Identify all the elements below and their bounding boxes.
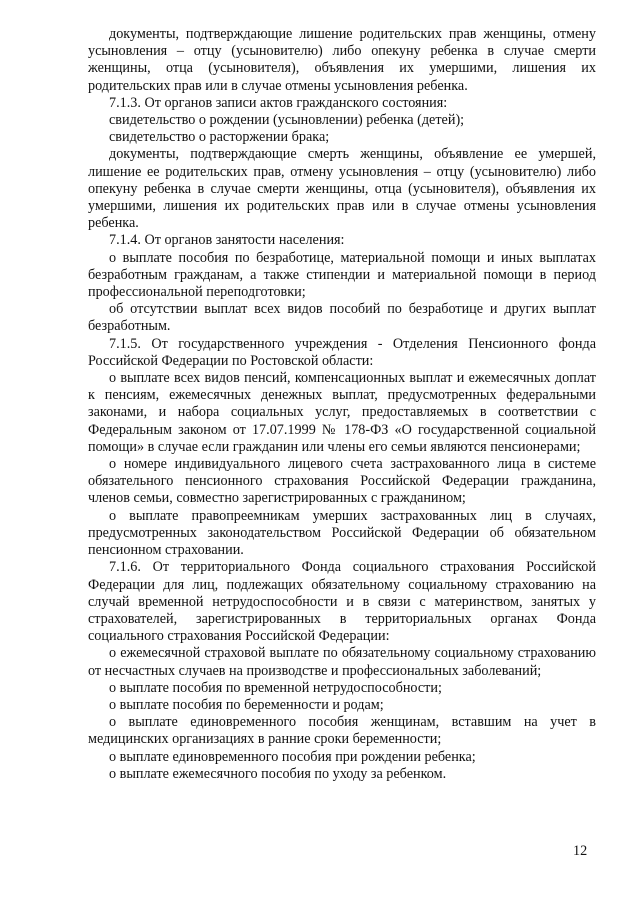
paragraph-documents-death: документы, подтверждающие смерть женщины, объявление ее умершей, лишение ее родительских прав, отмену усыновления – отцу (усыновителю) либо опекуну ребенка в случае смерти женщины, отца (усыновителя), объявления их умершими, лишения их родительских прав или в случае отмены усыновления ребенка.	[88, 146, 596, 232]
section-7-1-4-heading: 7.1.4. От органов занятости населения:	[109, 232, 345, 249]
paragraph-no-unemployment-payments: об отсутствии выплат всех видов пособий по безработице и других выплат безработным.	[88, 301, 596, 335]
paragraph-monthly-insurance-payment: о ежемесячной страховой выплате по обязательному социальному страхованию от несчастных случаев на производстве и профессиональных заболеваний;	[88, 645, 596, 679]
section-7-1-3-heading: 7.1.3. От органов записи актов гражданского состояния:	[109, 94, 448, 111]
paragraph-pension-payments: о выплате всех видов пенсий, компенсационных выплат и ежемесячных доплат к пенсиям, ежемесячных денежных выплат, предусмотренных федеральными законами, и набора социальных услуг, предоставляемых в соответствии с Федеральным законом от 17.07.1999 № 178-ФЗ «О государственной социальной помощи» в случае если гражданин или члены его семьи являются пенсионерами;	[88, 370, 596, 455]
paragraph-successor-payments: о выплате правопреемникам умерших застрахованных лиц в случаях, предусмотренных законодательством Российской Федерации об обязательном пенсионном страховании.	[88, 507, 596, 559]
paragraph-early-registration-benefit: о выплате единовременного пособия женщинам, вставшим на учет в медицинских организациях в ранние сроки беременности;	[88, 714, 596, 748]
page-number: 12	[573, 843, 588, 859]
paragraph-birth-certificate: свидетельство о рождении (усыновлении) ребенка (детей);	[109, 112, 465, 129]
paragraph-birth-benefit: о выплате единовременного пособия при рождении ребенка;	[109, 748, 476, 765]
paragraph-divorce-certificate: свидетельство о расторжении брака;	[109, 129, 330, 146]
paragraph-temporary-disability: о выплате пособия по временной нетрудоспособности;	[109, 679, 442, 696]
section-7-1-5-heading: 7.1.5. От государственного учреждения - Отделения Пенсионного фонда Российской Федерации по Ростовской области:	[88, 335, 596, 369]
paragraph-childcare-benefit: о выплате ежемесячного пособия по уходу за ребенком.	[109, 765, 447, 782]
document-body	[88, 26, 596, 783]
paragraph-personal-account-number: о номере индивидуального лицевого счета застрахованного лица в системе обязательного пенсионного страхования Российской Федерации гражданина, членов семьи, совместно зарегистрированных с гражданином;	[88, 456, 596, 507]
paragraph-unemployment-benefit: о выплате пособия по безработице, материальной помощи и иных выплатах безработным гражданам, а также стипендии и материальной помощи в период профессиональной переподготовки;	[88, 249, 596, 301]
section-7-1-6-heading: 7.1.6. От территориального Фонда социального страхования Российской Федерации для лиц, подлежащих обязательному социальному страхованию на случай временной нетрудоспособности и в связи с материнством, занятых у страхователей, зарегистрированных в территориальных органах Фонда социального страхования Российской Федерации:	[88, 559, 596, 645]
paragraph-documents-parental-rights: документы, подтверждающие лишение родительских прав женщины, отмену усыновления – отцу (усыновителю) либо опекуну ребенка в случае смерти женщины, отца (усыновителя), объявления их умершими, лишения их родительских прав или в случае отмены усыновления ребенка.	[88, 26, 596, 94]
paragraph-pregnancy-benefit: о выплате пособия по беременности и родам;	[109, 696, 384, 713]
